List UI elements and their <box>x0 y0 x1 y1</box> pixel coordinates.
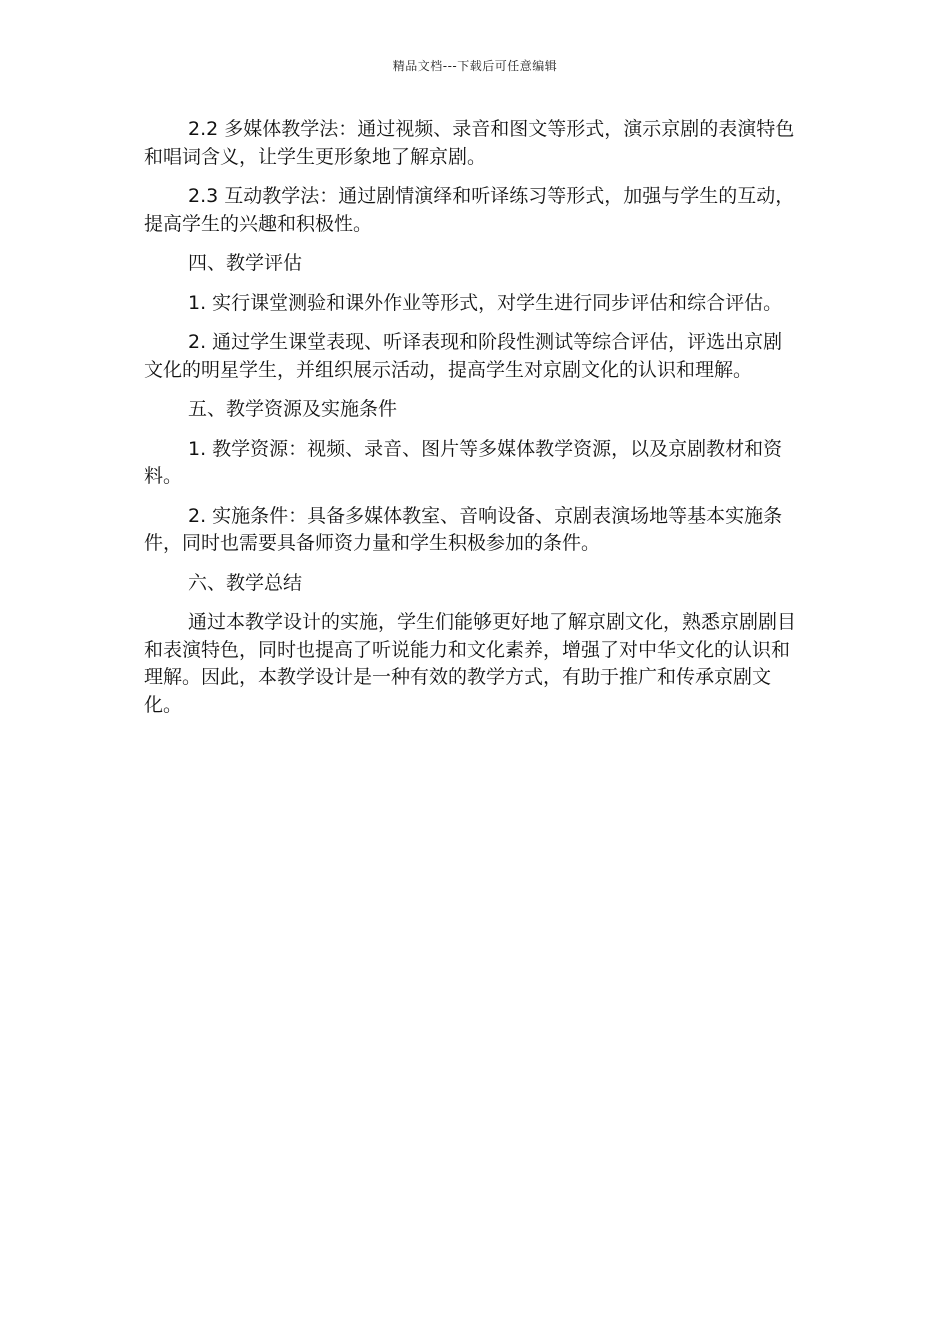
paragraph-summary: 通过本教学设计的实施，学生们能够更好地了解京剧文化，熟悉京剧剧目和表演特色，同时也提高了听说能力和文化素养，增强了对中华文化的认识和理解。因此，本教学设计是一种有效的教学方式，有助于推广和传承京剧文化。 <box>144 611 797 716</box>
document-body <box>144 116 800 731</box>
paragraph-evaluation-2: 2. 通过学生课堂表现、听译表现和阶段性测试等综合评估，评选出京剧文化的明星学生，并组织展示活动，提高学生对京剧文化的认识和理解。 <box>144 331 783 381</box>
paragraph-multimedia-method: 2.2 多媒体教学法：通过视频、录音和图文等形式，演示京剧的表演特色和唱词含义，让学生更形象地了解京剧。 <box>144 118 795 168</box>
section-heading-summary: 六、教学总结 <box>188 571 303 594</box>
paragraph-evaluation-1: 1. 实行课堂测验和课外作业等形式，对学生进行同步评估和综合评估。 <box>188 291 783 314</box>
paragraph-interactive-method: 2.3 互动教学法：通过剧情演绎和听译练习等形式，加强与学生的互动，提高学生的兴趣和积极性。 <box>144 185 795 235</box>
paragraph-resources-2: 2. 实施条件：具备多媒体教室、音响设备、京剧表演场地等基本实施条件，同时也需要具备师资力量和学生积极参加的条件。 <box>144 504 783 554</box>
paragraph-resources-1: 1. 教学资源：视频、录音、图片等多媒体教学资源，以及京剧教材和资料。 <box>144 437 783 487</box>
section-heading-evaluation: 四、教学评估 <box>188 252 303 274</box>
page-header: 精品文档---下载后可任意编辑 <box>392 59 558 73</box>
section-heading-resources: 五、教学资源及实施条件 <box>188 398 398 420</box>
